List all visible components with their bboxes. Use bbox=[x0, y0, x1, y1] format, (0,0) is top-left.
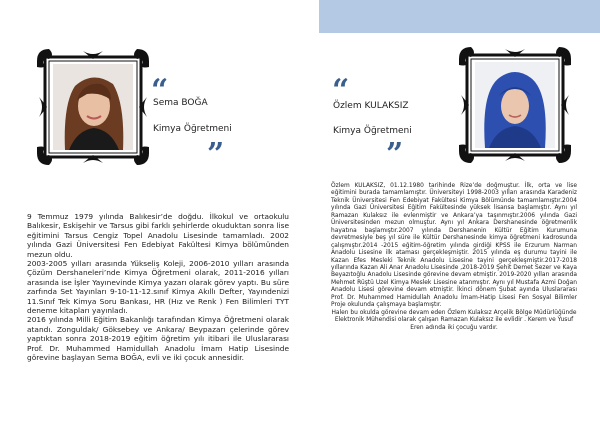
teacher-name-left: Sema BOĞA bbox=[153, 98, 208, 108]
biography-left bbox=[27, 212, 289, 363]
close-quote-left: ” bbox=[207, 137, 222, 172]
bio-paragraph: 2016 yılında Milli Eğitim Bakanlığı tarafından Kimya Öğretmeni olarak atandı. Zonguldak/ Göksebey ve Ankara/ Beypazarı çelerinde görev yaptıktan sonra 2018-2019 eğitim öğretim yılı itibari ile Uluslararası Prof. Dr. Muhammed Hamidullah Anadolu İmam Hatip Lisesinde görevine başlayan Sema BOĞA, evli ve iki çocuk annesidir. bbox=[27, 315, 289, 363]
portrait-frame-right bbox=[457, 45, 573, 165]
open-quote-left: “ bbox=[151, 73, 166, 108]
teacher-role-left: Kimya Öğretmeni bbox=[153, 124, 232, 134]
biography-right bbox=[331, 183, 577, 332]
header-accent-bar bbox=[319, 0, 600, 33]
portrait-frame-left bbox=[35, 47, 151, 167]
bio-paragraph: Halen bu okulda görevine devam eden Özlem Kulaksız Arçelik Bölge Müdürlüğünde Elektronik Mühendisi olarak çalışan Ramazan Kulaksız ile evlidir . Kerem ve Yusuf Eren adında iki çocuğu vardır. bbox=[331, 309, 577, 331]
bio-paragraph: 9 Temmuz 1979 yılında Balıkesir’de doğdu. İlkokul ve ortaokulu Balıkesir, Eskişehir ve Tarsus gibi farklı şehirlerde okuduktan sonra lise eğitimini Tarsus Cengiz Topel Anadolu Lisesinde tamamladı. 2002 yılında Gazi Üniversitesi Fen Edebiyat Fakültesi Kimya bölümünden mezun oldu. bbox=[27, 212, 289, 259]
teacher-name-right: Özlem KULAKSIZ bbox=[333, 101, 409, 111]
close-quote-right: ” bbox=[386, 137, 401, 172]
portrait-photo-sema bbox=[53, 64, 133, 150]
bio-paragraph: 2003-2005 yılları arasında Yükseliş Koleji, 2006-2010 yılları arasında Çözüm Dershaneleri’nde Kimya Öğretmeni olarak, 2011-2016 yılları arasında ise İşler Yayınevinde Kimya yazarı olarak görev yaptı. Bu süre zarfında Set Yayınları 9-10-11-12.sınıf Kimya Akıllı Defter, Yayındenizi 11.Sınıf Tek Kimya Soru Bankası, HR (Hız ve Renk ) Fen Bilimleri TYT deneme kitapları yayınladı. bbox=[27, 259, 289, 316]
bio-paragraph: Özlem KULAKSIZ, 01.12.1980 tarihinde Rize’de doğmuştur. İlk, orta ve lise eğitimini burada tamamlamıştır. Üniversiteyi 1998-2003 yılları arasında Karadeniz Teknik Üniversitesi Fen Edebiyat Fakültesi Kimya Bölümünde tamamlamıştır.2004 yılında Gazi Üniversitesi Eğitim Fakültesinde yüksek lisansa başlamıştır. Aynı yıl Ramazan Kulaksız ile evlenmiştir ve Ankara’ya taşınmıştır.2006 yılında Gazi Üniversitesinden mezun olmuştur. Aynı yıl Ankara Dershanesinde öğretmenlik hayatına başlamıştır.2007 yılında Dershanenin Kültür Eğitim Kurumuna devretmesiyle beş yıl süre ile Kültür Dershanesinde kimya öğretmeni kadrosunda çalışmıştır.2014 -2015 eğitim-öğretim yılında girdiği KPSS ile Erzurum Narman Anadolu Lisesine ilk ataması gerçekleşmiştir. 2015 yılında eş durumu tayini ile Kazan Efes Mesleki Teknik Anadolu Lisesine tayini gerçekleşmiştir.2017-2018 yıllarında Kazan Ali Anar Anadolu Lisesinde ,2018-2019 Şehit Demet Sezer ve Kaya Beyazıtoğlu Anadolu Lisesinde görevine devam etmiştir. 2019-2020 yılları arasında Mehmet Rüştü Uzel Kimya Meslek Lisesine atanmıştır. Aynı yıl Mustafa Azmi Doğan Anadolu Lisesi görevine devam etmiştir. İkinci dönem Şubat ayında Uluslararası Prof. Dr. Muhammed Hamidullah Anadolu İmam-Hatip Lisesi Fen Sosyal Bilimler Proje okulunda çalışmaya başlamıştır. bbox=[331, 183, 577, 309]
open-quote-right: “ bbox=[332, 73, 347, 108]
teacher-role-right: Kimya Öğretmeni bbox=[333, 126, 412, 136]
portrait-photo-ozlem bbox=[475, 62, 555, 148]
